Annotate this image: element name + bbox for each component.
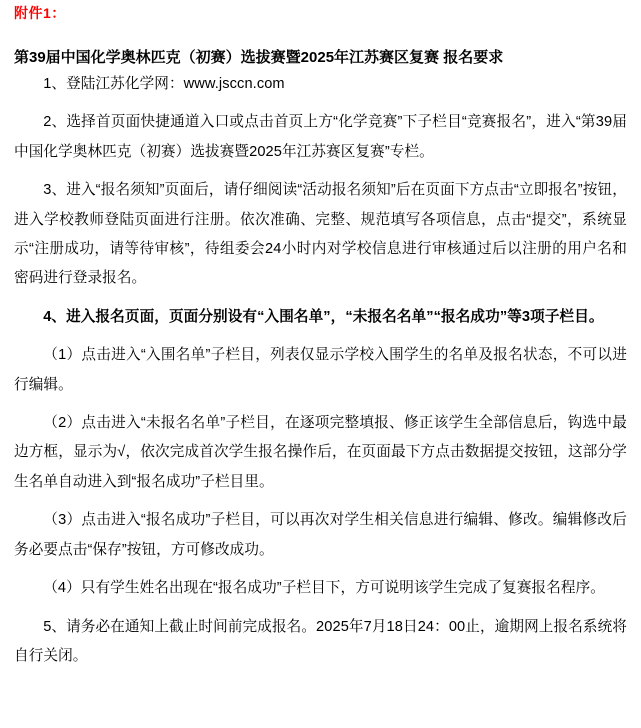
paragraph-step-5: 5、请务必在通知上截止时间前完成报名。2025年7月18日24：00止，逾期网上报名系统将自行关闭。	[14, 618, 627, 664]
paragraph-step-4-2: （2）点击进入“未报名名单”子栏目，在逐项完整填报、修正该学生全部信息后，钩选中最边方框，显示为√，依次完成首次学生报名操作后，在页面最下方点击数据提交按钮，这部分学生名单自动进入到“报名成功”子栏目里。	[14, 415, 627, 490]
document-body	[14, 70, 627, 671]
paragraph-step-1: 1、登陆江苏化学网：www.jsccn.com	[43, 76, 285, 92]
paragraph-step-4-3: （3）点击进入“报名成功”子栏目，可以再次对学生相关信息进行编辑、修改。编辑修改后务必要点击“保存”按钮，方可修改成功。	[14, 512, 627, 558]
paragraph-step-4: 4、进入报名页面，页面分别设有“入围名单”，“未报名名单”“报名成功”等3项子栏目。	[43, 308, 604, 325]
paragraph-step-2: 2、选择首页面快捷通道入口或点击首页上方“化学竞赛”下子栏目“竞赛报名”，进入“第39届中国化学奥林匹克（初赛）选拔赛暨2025年江苏赛区复赛”专栏。	[14, 114, 627, 160]
paragraph-step-4-1: （1）点击进入“入围名单”子栏目，列表仅显示学校入围学生的名单及报名状态，不可以进行编辑。	[14, 347, 627, 393]
paragraph-step-4-4: （4）只有学生姓名出现在“报名成功”子栏目下，方可说明该学生完成了复赛报名程序。	[43, 580, 605, 597]
paragraph-step-3: 3、进入“报名须知”页面后，请仔细阅读“活动报名须知”后在页面下方点击“立即报名”按钮，进入学校教师登陆页面进行注册。依次准确、完整、规范填写各项信息，点击“提交”，系统显示“注册成功，请等待审核”，待组委会24小时内对学校信息进行审核通过后以注册的用户名和密码进行登录报名。	[14, 182, 627, 287]
page-title: 第39届中国化学奥林匹克（初赛）选拔赛暨2025年江苏赛区复赛 报名要求	[14, 49, 504, 67]
attachment-label: 附件1：	[14, 5, 66, 21]
